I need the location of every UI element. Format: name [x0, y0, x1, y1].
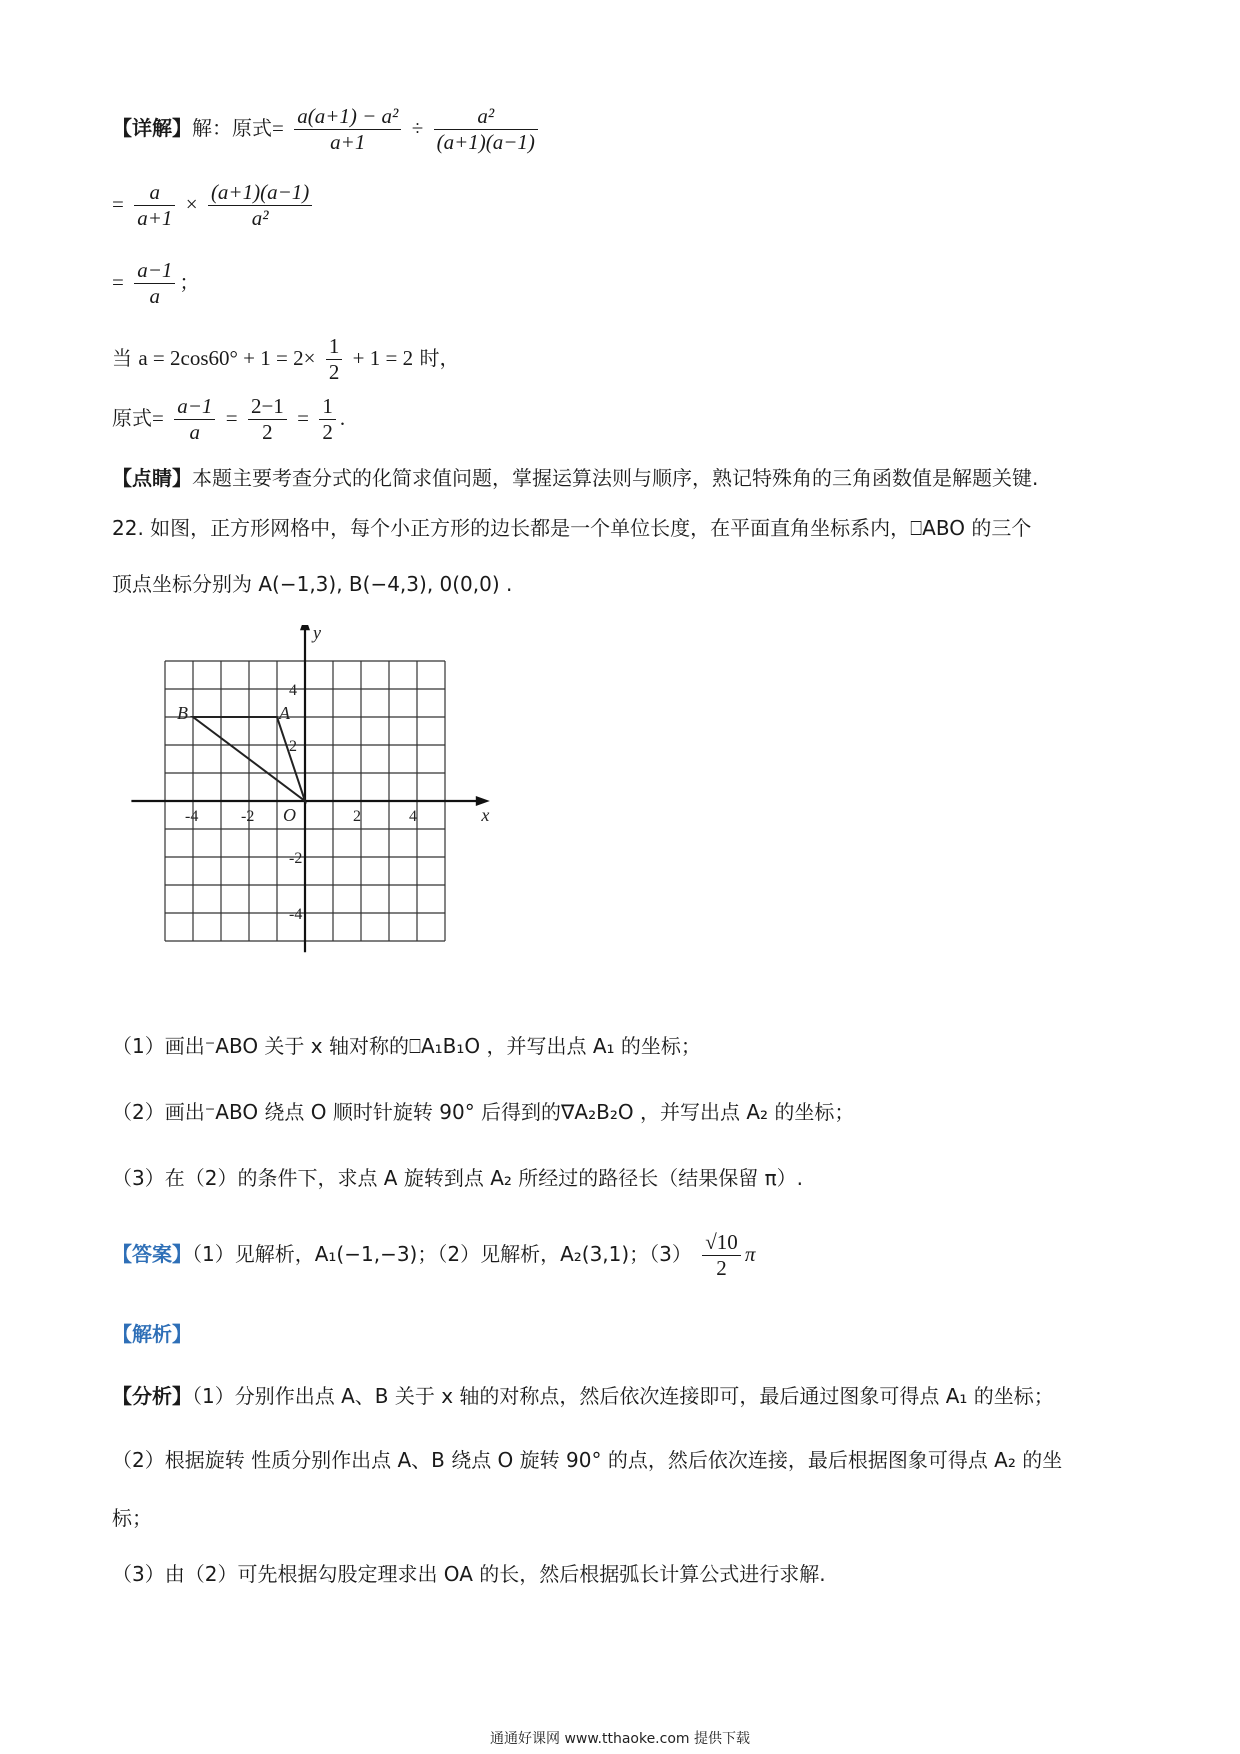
fraction: $\frac{a-1}{a}$ [134, 258, 175, 309]
fraction: $\frac{\text{a(a+1) − a²}}{a+1}$ [294, 104, 401, 155]
answer-line: 【答案】（1）见解析，A₁(−1,−3)；（2）见解析，A₂(3,1)；（3） $\frac{√10}{2}$ π [112, 1230, 756, 1281]
answer-label: 【答案】 [112, 1242, 192, 1267]
page-footer: 通通好课网 www.tthaoke.com 提供下载 [490, 1731, 750, 1747]
detail-step4: 当 a = 2cos60° + 1 = 2× $\frac{1}{2}$ + 1 = 2 时， [112, 334, 460, 385]
detail-step3: = $\frac{a-1}{a}$ ； [112, 258, 200, 309]
analysis-label: 【解析】 [112, 1322, 192, 1346]
fenxi-label: 【分析】 [112, 1384, 192, 1408]
x-axis-label: x [481, 805, 490, 825]
fraction: $\frac{a-1}{a}$ [174, 394, 215, 445]
detail-step2: = $\frac{a}{a+1}$ × $\frac{(a+1)(a-1)}{\text{a²}}$ [112, 180, 316, 231]
detail-label: 【详解】 [112, 116, 192, 141]
origin-label: O [283, 805, 296, 825]
fraction: $\frac{(a+1)(a-1)}{\text{a²}}$ [208, 180, 312, 231]
question-line-1: 22. 如图，正方形网格中，每个小正方形的边长都是一个单位长度，在平面直角坐标系内，⎕ABO 的三个 [112, 516, 1032, 540]
y-axis-arrow [300, 625, 310, 630]
fraction: $\frac{√10}{2}$ [702, 1230, 741, 1281]
y-tick-label: -4 [289, 906, 303, 923]
point-a-label: A [279, 703, 290, 723]
point-b-label: B [177, 703, 188, 723]
fenxi-line-2: （2）根据旋转 性质分别作出点 A、B 绕点 O 旋转 90° 的点，然后依次连接，最后根据图象可得点 A₂ 的坐 [112, 1448, 1063, 1472]
coordinate-grid-figure [120, 625, 500, 965]
x-tick-label: 2 [353, 808, 361, 825]
fraction: $\frac{2-1}{2}$ [248, 394, 287, 445]
comment-label: 【点睛】 [112, 466, 192, 490]
detail-intro: 解：原式 [192, 116, 272, 141]
fenxi-line-4: （3）由（2）可先根据勾股定理求出 OA 的长，然后根据弧长计算公式进行求解. [112, 1562, 826, 1586]
subquestion-3: （3）在（2）的条件下，求点 A 旋转到点 A₂ 所经过的路径长（结果保留 π）. [112, 1166, 804, 1190]
fenxi-line-1: 【分析】（1）分别作出点 A、B 关于 x 轴的对称点，然后依次连接即可，最后通过图象可得点 A₁ 的坐标； [112, 1384, 1054, 1408]
y-tick-label: -2 [289, 850, 303, 867]
comment-line [112, 466, 1038, 490]
y-tick-label: 2 [289, 738, 297, 755]
subquestion-2: （2）画出⁻ABO 绕点 O 顺时针旋转 90° 后得到的∇A₂B₂O ，并写出点 A₂ 的坐标； [112, 1100, 855, 1124]
x-tick-label: -2 [241, 808, 255, 825]
x-tick-label: 4 [409, 808, 417, 825]
fraction: $\frac{\text{a²}}{(a+1)(a-1)}$ [434, 104, 538, 155]
y-axis-label: y [313, 625, 321, 643]
question-line-2: 顶点坐标分别为 A(−1,3), B(−4,3), 0(0,0) . [112, 572, 513, 596]
fenxi-line-3: 标； [112, 1506, 152, 1530]
comment-text: 本题主要考查分式的化简求值问题，掌握运算法则与顺序，熟记特殊角的三角函数值是解题关键. [192, 466, 1039, 490]
detail-step1: 【详解】解：原式= $\frac{\text{a(a+1) − a²}}{a+1}$ ÷ $\frac{\text{a²}}{(a+1)(a-1)}$ [112, 104, 542, 155]
fraction: $\frac{a}{a+1}$ [134, 180, 175, 231]
detail-step5: 原式= $\frac{a-1}{a}$ = $\frac{2-1}{2}$ = $\frac{1}{2}$ . [112, 394, 346, 445]
fraction: $\frac{1}{2}$ [319, 394, 336, 445]
subquestion-1: （1）画出⁻ABO 关于 x 轴对称的⎕A₁B₁O ，并写出点 A₁ 的坐标； [112, 1034, 701, 1058]
fraction: $\frac{1}{2}$ [326, 334, 343, 385]
x-tick-label: -4 [185, 808, 199, 825]
answer-text: （1）见解析，A₁(−1,−3)；（2）见解析，A₂(3,1)；（3） [192, 1242, 692, 1267]
y-tick-label: 4 [289, 682, 297, 699]
